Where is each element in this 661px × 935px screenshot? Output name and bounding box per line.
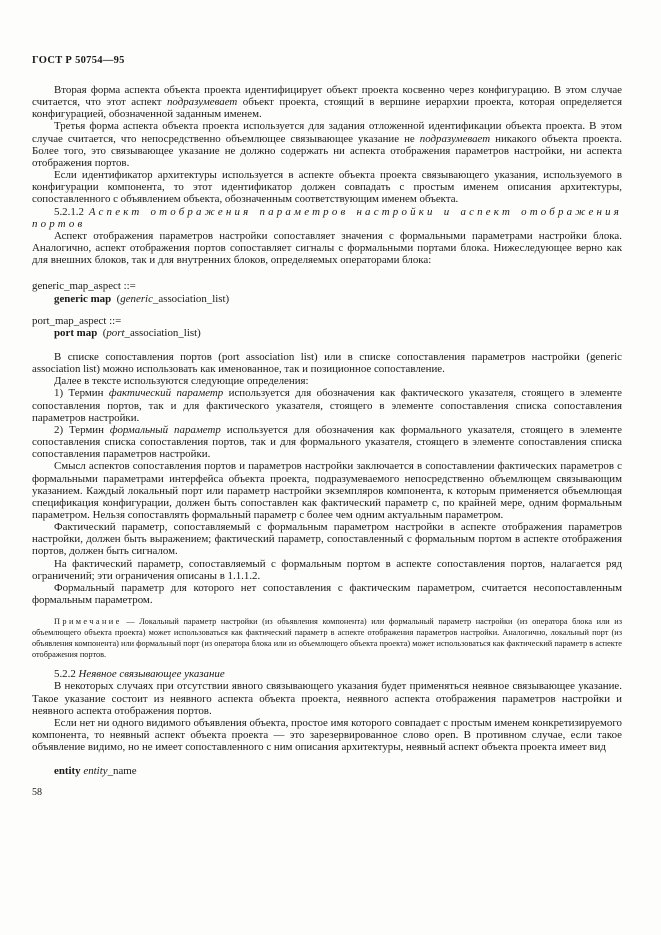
emphasis-term: подразумевает <box>419 132 491 145</box>
syntax-line-port-head: port_map_aspect ::= <box>32 314 122 327</box>
keyword: entity <box>54 765 81 778</box>
syntax-rest: _association_list) <box>124 326 201 339</box>
paragraph-association-lists: В списке сопоставления портов (port association list) или в списке сопоставления параметров настройки (generic association list) можно использовать как именованное, так и позиционное сопоставление. <box>32 350 622 376</box>
paragraph-aspect-description: Аспект отображения параметров настройки сопоставляет значения с формальными параметрами настройки блока. Аналогично, аспект отображения портов сопоставляет сигналы с формальными портами блока. Нижеследующее верно как для внешних блоков, так и для внутренних блоков, определяемых операторами блока: <box>32 229 622 267</box>
paragraph-second-form <box>32 84 622 120</box>
paragraph-implicit-binding: В некоторых случаях при отсутствии явного связывающего указания будет применяться неявное связывающее указание. Такое указание состоит из неявного аспекта объекта проекта, неявного аспекта отображения параметров настройки и неявного аспекта отображения портов. <box>32 680 622 717</box>
section-number: 5.2.1.2 <box>54 205 84 218</box>
paragraph-unassociated-formal: Формальный параметр для которого нет сопоставления с фактическим параметром, считается несопоставленным формальным параметром. <box>32 581 622 607</box>
emphasis-term: формальный параметр <box>109 423 221 436</box>
definition-formal-parameter <box>32 424 622 460</box>
entity-syntax-line <box>32 765 622 777</box>
section-title: Неявное связывающее указание <box>78 668 225 681</box>
standard-code-header: ГОСТ Р 50754—95 <box>32 55 125 66</box>
syntax-italic-prefix: generic <box>120 292 153 305</box>
paragraph-port-restrictions: На фактический параметр, сопоставляемый с формальным портом в аспекте сопоставления портов, налагается ряд ограничений; эти ограничения описаны в 1.1.1.2. <box>32 557 622 582</box>
section-heading-5-2-2 <box>32 668 622 680</box>
syntax-paren: ( <box>102 326 107 339</box>
paragraph-actual-parameter-rules: Фактический параметр, сопоставляемый с формальным параметром настройки в аспекте отображения параметров настройки, должен быть выражением; фактический параметр, сопоставленный с формальным портом в аспекте отображения портов, должен быть сигналом. <box>32 521 622 558</box>
syntax-gap <box>32 305 622 315</box>
syntax-italic-prefix: entity <box>83 765 108 778</box>
keyword: port map <box>54 326 98 339</box>
syntax-rest: _association_list) <box>152 292 230 305</box>
paragraph-meaning-of-aspects: Смысл аспектов сопоставления портов и параметров настройки заключается в сопоставлении фактических параметров с формальными параметрами интерфейса объекта проекта, подразумеваемого непосредственно объемлющем связывающим указанием. Каждый локальный порт или параметр настройки экземпляров компонента, к которым применяется объемлющая спецификация конфигурации, должен быть сопоставлен как фактический параметр с, по крайней мере, одним формальным параметром. Нельзя сопоставлять формальный параметр с более чем одним актуальным параметром. <box>32 460 622 521</box>
paragraph-third-form <box>32 120 622 169</box>
text-run: никакого объекта проекта. Более того, это связывающее указание не должно содержать ни аспекта отображения параметров настройки, ни аспекта отображения портов. <box>32 132 622 169</box>
section-number: 5.2.2 <box>54 668 76 681</box>
text-run: Вторая форма аспекта объекта проекта идентифицирует объект проекта косвенно через конфигурацию. В этом случае считается, что этот аспект <box>32 84 622 109</box>
syntax-line-port-body <box>32 327 622 339</box>
syntax-italic-prefix: port <box>106 326 125 339</box>
text-run: объект проекта, стоящий в вершине иерархии проекта, которая определяется конфигурацией, обозначенной заданным именем. <box>32 96 622 121</box>
text-run: Третья форма аспекта объекта проекта используется для задания отложенной идентификации объекта проекта. В этом случае считается, что непосредственно объемлющее связывающее указание не <box>32 120 622 145</box>
paragraph-implicit-entity-aspect: Если нет ни одного видимого объявления объекта, простое имя которого совпадает с простым именем конкретизируемого компонента, то неявный аспект объекта проекта — это зарезервированное слово open. В противном случае, если такое объявление видимо, но не имеет сопоставленного с ним описания архитектуры, неявный аспект объекта проекта имеет вид <box>32 716 622 754</box>
definition-actual-parameter <box>32 387 622 423</box>
note-label: Примечание <box>54 617 122 627</box>
paragraph-definitions-intro: Далее в тексте используются следующие определения: <box>54 375 309 388</box>
paragraph-architecture-identifier: Если идентификатор архитектуры используется в аспекте объекта проекта связывающего указания, используемого в конфигурации компонента, то этот идентификатор должен совпадать с простым именем описания архитектуры, сопоставленного с объявлением объекта, обозначенным соответствующим именем объекта. <box>32 169 622 206</box>
syntax-paren: ( <box>116 292 121 305</box>
syntax-line-generic-body <box>32 293 622 305</box>
emphasis-term: фактический параметр <box>108 387 224 400</box>
note-block <box>32 616 622 660</box>
document-body <box>32 84 622 799</box>
emphasis-term: подразумевает <box>166 96 238 109</box>
syntax-block <box>32 280 622 339</box>
section-heading-5-2-1-2 <box>32 206 622 230</box>
syntax-rest: _name <box>107 765 137 778</box>
text-run: 1) Термин <box>54 387 109 400</box>
text-run: используется для обозначения как фактического указателя, стоящего в элементе сопоставления портов, так и для фактического указателя, стоящего в элементе сопоставления списка сопоставления параметров настройки. <box>32 387 622 424</box>
page-number: 58 <box>32 786 42 798</box>
text-run: 2) Термин <box>54 423 110 436</box>
note-text: — Локальный параметр настройки (из объявления компонента) или формальный параметр настройки (из оператора блока или из объемлющего объекта проекта) может использоваться как фактический параметр в аспекте отображения параметров настройки. Аналогично, локальный порт (из объявления компонента) или формальный порт (из оператора блока или из объемлющего объекта проекта) может использоваться как фактический параметр в аспекте отображения портов. <box>32 617 622 660</box>
text-run: используется для обозначения как формального указателя, стоящего в элементе сопоставления списка сопоставления портов, так и для формального указателя, стоящего в элементе сопоставления списка сопоставления параметров настройки. <box>32 423 622 461</box>
section-title: Аспект отображения параметров настройки и аспект отображения портов <box>32 205 622 230</box>
keyword: generic map <box>54 292 112 305</box>
syntax-line-generic-head: generic_map_aspect ::= <box>32 280 136 293</box>
